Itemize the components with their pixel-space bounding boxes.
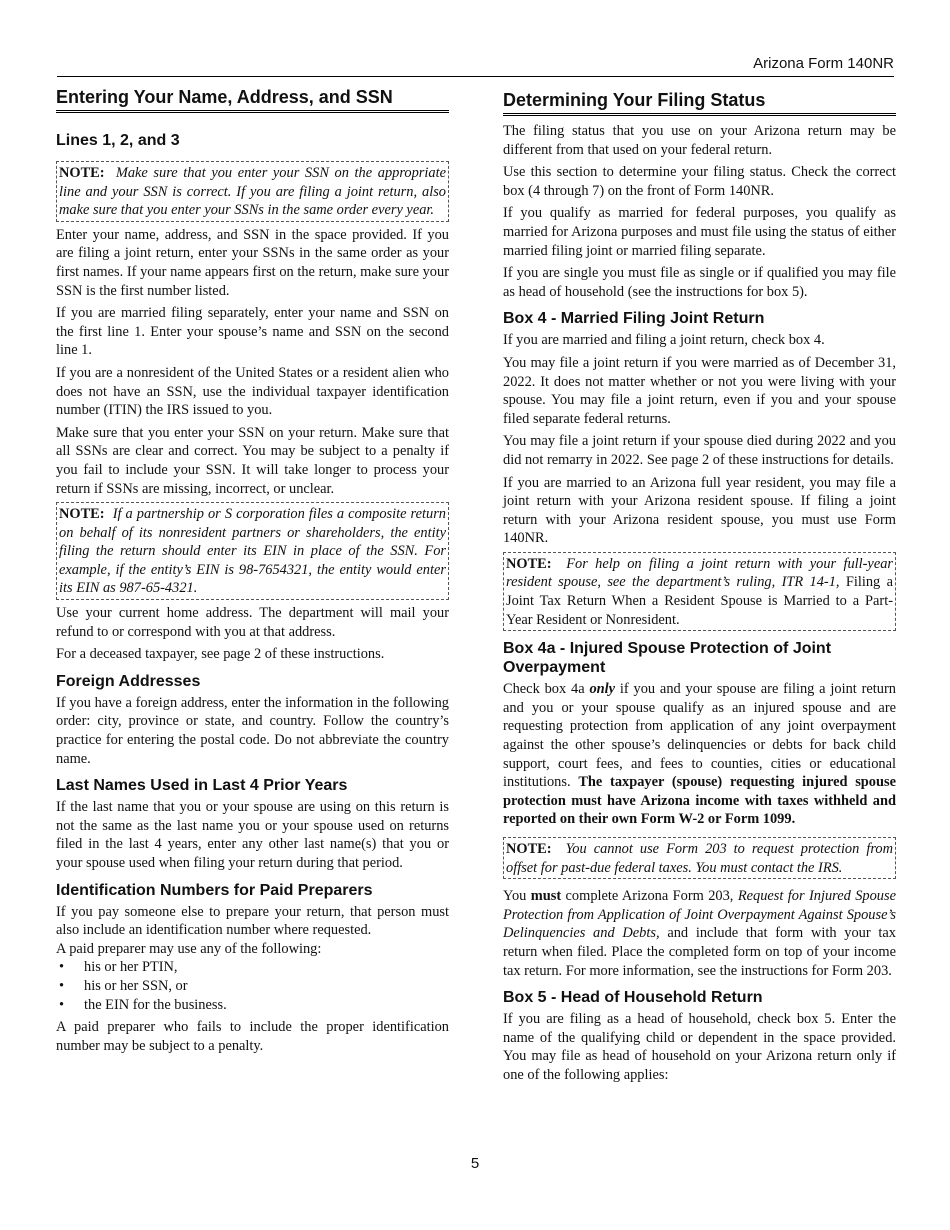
paragraph: If you are married to an Arizona full year resident, you may file a joint return with your Arizona resident spouse. If filing a joint return with your Arizona resident spouse, you must use Form 140NR. (503, 474, 896, 547)
heading-box-4: Box 4 - Married Filing Joint Return (503, 310, 765, 328)
note-text: If a partnership or S corporation files a composite return on behalf of its nonresident partners or shareholders, the entity filing the return should enter its EIN in place of the SSN. For example, if the entity’s EIN is 98-7654321, the entity would enter its EIN as 987-65-4321. (59, 506, 446, 597)
paragraph: If you are single you must file as single or if qualified you may file as head of household (see the instructions for box 5). (503, 265, 896, 300)
heading-box-4a: Box 4a - Injured Spouse Protection of Joint Overpayment (503, 640, 832, 677)
ruling-title: Filing a Joint Tax Return When a Resident Spouse is Married to a Part-Year Resident or Nonresident. (506, 574, 893, 628)
paragraph: You may file a joint return if your spouse died during 2022 and you did not remarry in 2022. See page 2 of these instructions for details. (503, 433, 896, 468)
paragraph: If you pay someone else to prepare your return, that person must also include an identification number where requested. (56, 903, 449, 939)
list-item: • his or her PTIN, (56, 958, 449, 977)
bold-requirement: The taxpayer (spouse) requesting injured spouse protection must have Arizona income with taxes withheld and reported on their own Form W-2 or Form 1099. (503, 774, 896, 828)
heading-paid-preparers: Identification Numbers for Paid Preparers (56, 881, 373, 899)
paragraph: A paid preparer may use any of the following: (56, 940, 322, 957)
heading-foreign-addresses: Foreign Addresses (56, 672, 201, 690)
note-text: Make sure that you enter your SSN on the appropriate line and your SSN is correct. If you are filing a joint return, also make sure that you enter your SSNs in the same order every year. (59, 165, 446, 219)
paragraph-form-203: You must complete Arizona Form 203, Request for Injured Spouse Protection from Application of Joint Overpayment Against Spouse’s Delinquencies and Debts, and include that form with your tax return when filed. Place the completed form on top of your income tax return. For more information, see the instructions for Form 203. (503, 888, 896, 979)
heading-last-names: Last Names Used in Last 4 Prior Years (56, 777, 348, 795)
section-title-filing-status: Determining Your Filing Status (503, 89, 896, 116)
list-item: • his or her SSN, or (56, 977, 449, 996)
preparer-id-list (56, 958, 449, 1014)
note-label: NOTE: (506, 555, 552, 572)
list-item: • the EIN for the business. (56, 996, 449, 1015)
paragraph: If you have a foreign address, enter the information in the following order: city, province or state, and country. Follow the country’s practice for entering the postal code. Do not abbreviate the country name. (56, 694, 449, 767)
paragraph-box-4a: Check box 4a only if you and your spouse are filing a joint return and you or your spouse qualify as an injured spouse and are requesting protection from application of any joint overpayment against the other spouse’s delinquencies or debts for back child support, court fees, and fees to counties, cities or educational institutions. The taxpayer (spouse) requesting injured spouse protection must have Arizona income with taxes withheld and reported on their own Form W-2 or Form 1099. (503, 681, 896, 828)
paragraph: If the last name that you or your spouse are using on this return is not the same as the last name you or your spouse used on returns filed in the last 4 years, enter any other last name(s) that you or your spouse used when filing your return during that period. (56, 799, 449, 871)
paragraph: Enter your name, address, and SSN in the space provided. If you are filing a joint return, enter your SSNs in the same order as your first names. If your name appears first on the return, make sure your SSN is the first number listed. (56, 226, 449, 299)
paragraph: Use your current home address. The department will mail your refund to or correspond with you at that address. (56, 605, 449, 640)
paragraph: You may file a joint return if you were married as of December 31, 2022. It does not matter whether or not you were living with your spouse. You may file a joint return, even if you and your spouse filed separate federal returns. (503, 354, 896, 427)
paragraph: If you are filing as a head of household, check box 5. Enter the name of the qualifying child or dependent in the space provided. You may file as head of household on your Arizona return only if one of the following applies: (503, 1011, 896, 1083)
header-rule (57, 76, 894, 77)
section-title-name-address-ssn: Entering Your Name, Address, and SSN (56, 86, 449, 113)
form-203-title: Request for Injured Spouse Protection from Application of Joint Overpayment Against Spouse’s Delinquencies and Debts, (503, 888, 896, 942)
note-label: NOTE: (59, 506, 105, 523)
note-form-203 (503, 837, 896, 879)
heading-lines-1-2-3: Lines 1, 2, and 3 (56, 132, 180, 149)
note-text: You cannot use Form 203 to request protection from offset for past-due federal taxes. You must contact the IRS. (506, 841, 893, 876)
left-column (56, 86, 449, 1059)
right-column (503, 86, 896, 1089)
note-composite-return (56, 502, 449, 600)
paragraph: A paid preparer who fails to include the proper identification number may be subject to a penalty. (56, 1019, 449, 1054)
paragraph: If you are married filing separately, enter your name and SSN on the first line 1. Enter your spouse’s name and SSN on the second line 1. (56, 305, 449, 359)
paragraph: If you are a nonresident of the United States or a resident alien who does not have an SSN, use the individual taxpayer identification number (ITIN) the IRS issued to you. (56, 364, 449, 419)
note-text: For help on filing a joint return with your full-year resident spouse, see the department’s ruling, ITR 14-1, (506, 555, 893, 591)
note-label: NOTE: (59, 165, 105, 181)
paragraph: Make sure that you enter your SSN on your return. Make sure that all SSNs are clear and correct. You may be subject to a penalty if you fail to include your SSN. It will take longer to process your return if SSNs are missing, incorrect, or unclear. (56, 424, 449, 497)
paragraph: If you are married and filing a joint return, check box 4. (503, 332, 825, 349)
paragraph: Use this section to determine your filing status. Check the correct box (4 through 7) on the front of Form 140NR. (503, 164, 896, 199)
note-joint-return-ruling (503, 552, 896, 631)
emphasis-only: only (589, 681, 616, 698)
paragraph: For a deceased taxpayer, see page 2 of these instructions. (56, 646, 385, 663)
note-ssn (56, 161, 449, 222)
heading-box-5: Box 5 - Head of Household Return (503, 989, 763, 1007)
paragraph: If you qualify as married for federal purposes, you qualify as married for Arizona purposes and must file using the status of either married filing joint or married filing separate. (503, 205, 896, 259)
form-title: Arizona Form 140NR (753, 55, 894, 72)
page-number: 5 (470, 1155, 480, 1172)
emphasis-must: must (530, 888, 562, 905)
note-label: NOTE: (506, 841, 552, 857)
paragraph: The filing status that you use on your Arizona return may be different from that used on your federal return. (503, 123, 896, 158)
